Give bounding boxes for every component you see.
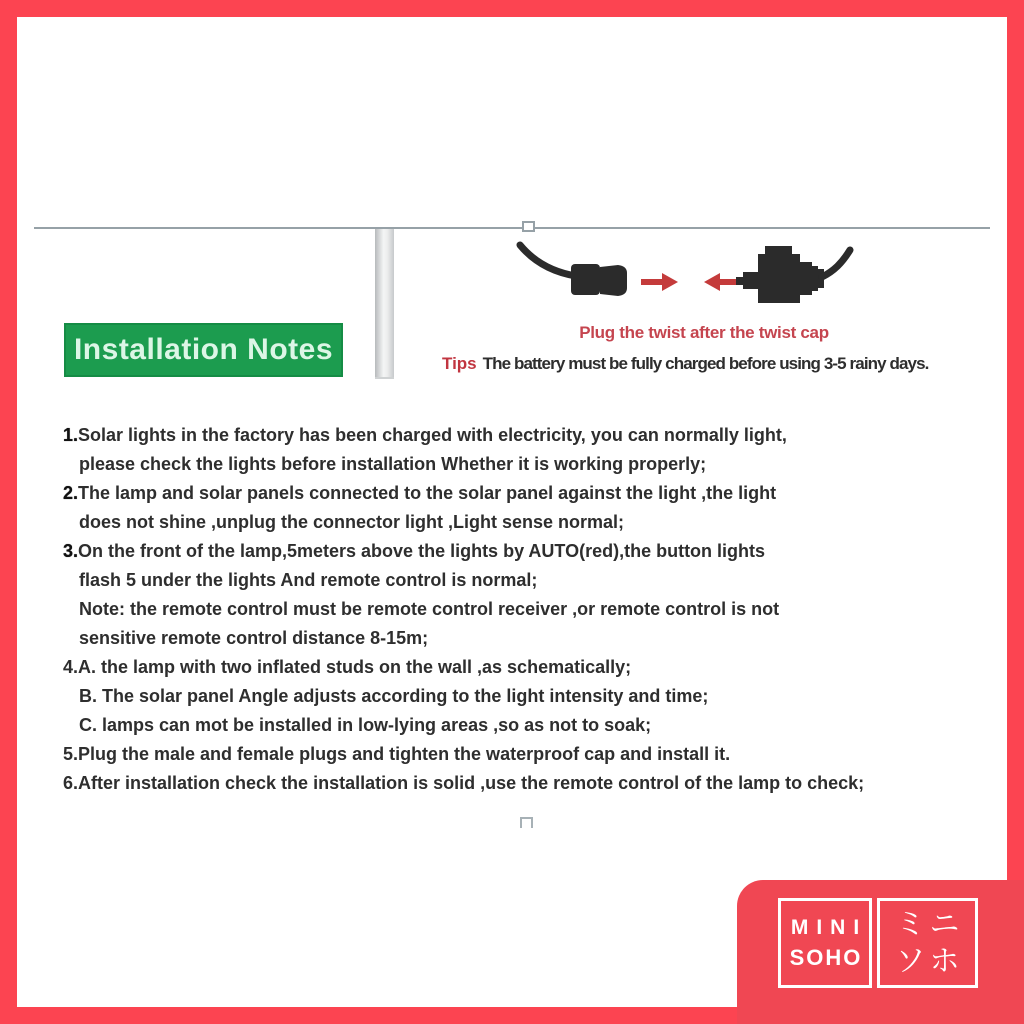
arrow-right-icon [641,273,678,291]
note-line: 3.On the front of the lamp,5meters above the lights by AUTO(red),the button lights [63,541,766,561]
banner-title: Installation Notes [73,333,334,366]
brand-name-jp-line1: ミニ [895,908,964,941]
brand-logo-latin [778,898,872,988]
selection-handle-bottom [520,817,533,828]
note-line: 6.After installation check the installation is solid ,use the remote control of the lamp to check; [63,773,865,793]
brand-name-jp-line2: ソホ [895,945,964,978]
male-plug-illustration [520,245,627,296]
note-line: C. lamps can mot be installed in low-lying areas ,so as not to soak; [79,715,652,735]
content-area [17,17,1007,1007]
selection-handle-top [522,221,535,232]
note-line: 1.Solar lights in the factory has been charged with electricity, you can normally light, [63,425,787,445]
connector-plug-diagram [514,235,854,315]
brand-logo-panel [737,880,1024,1024]
note-line: sensitive remote control distance 8-15m; [79,628,429,648]
horizontal-divider-line [34,227,990,229]
female-plug-illustration [736,246,850,303]
brand-logo-japanese [877,898,978,988]
tips-label: Tips [442,354,477,373]
plug-caption-text: Plug the twist after the twist cap [579,323,829,342]
brand-name-line2: SOHO [789,945,863,970]
note-line: 4.A. the lamp with two inflated studs on the wall ,as schematically; [63,657,632,677]
tips-text: The battery must be fully charged before using 3-5 rainy days. [482,354,929,373]
arrow-left-icon [704,273,741,291]
brand-name-line1: MINI [790,916,868,939]
note-line: 2.The lamp and solar panels connected to the solar panel against the light ,the light [63,483,777,503]
lamp-pole-graphic [375,229,394,379]
note-line: please check the lights before installation Whether it is working properly; [79,454,707,474]
note-line: does not shine ,unplug the connector light ,Light sense normal; [79,512,625,532]
tips-line [442,354,928,374]
installation-notes-banner [64,323,343,377]
note-line: 5.Plug the male and female plugs and tighten the waterproof cap and install it. [63,744,731,764]
note-line: flash 5 under the lights And remote control is normal; [79,570,538,590]
note-line: Note: the remote control must be remote control receiver ,or remote control is not [79,599,780,619]
installation-notes-list [63,421,864,798]
note-line: B. The solar panel Angle adjusts according to the light intensity and time; [79,686,709,706]
